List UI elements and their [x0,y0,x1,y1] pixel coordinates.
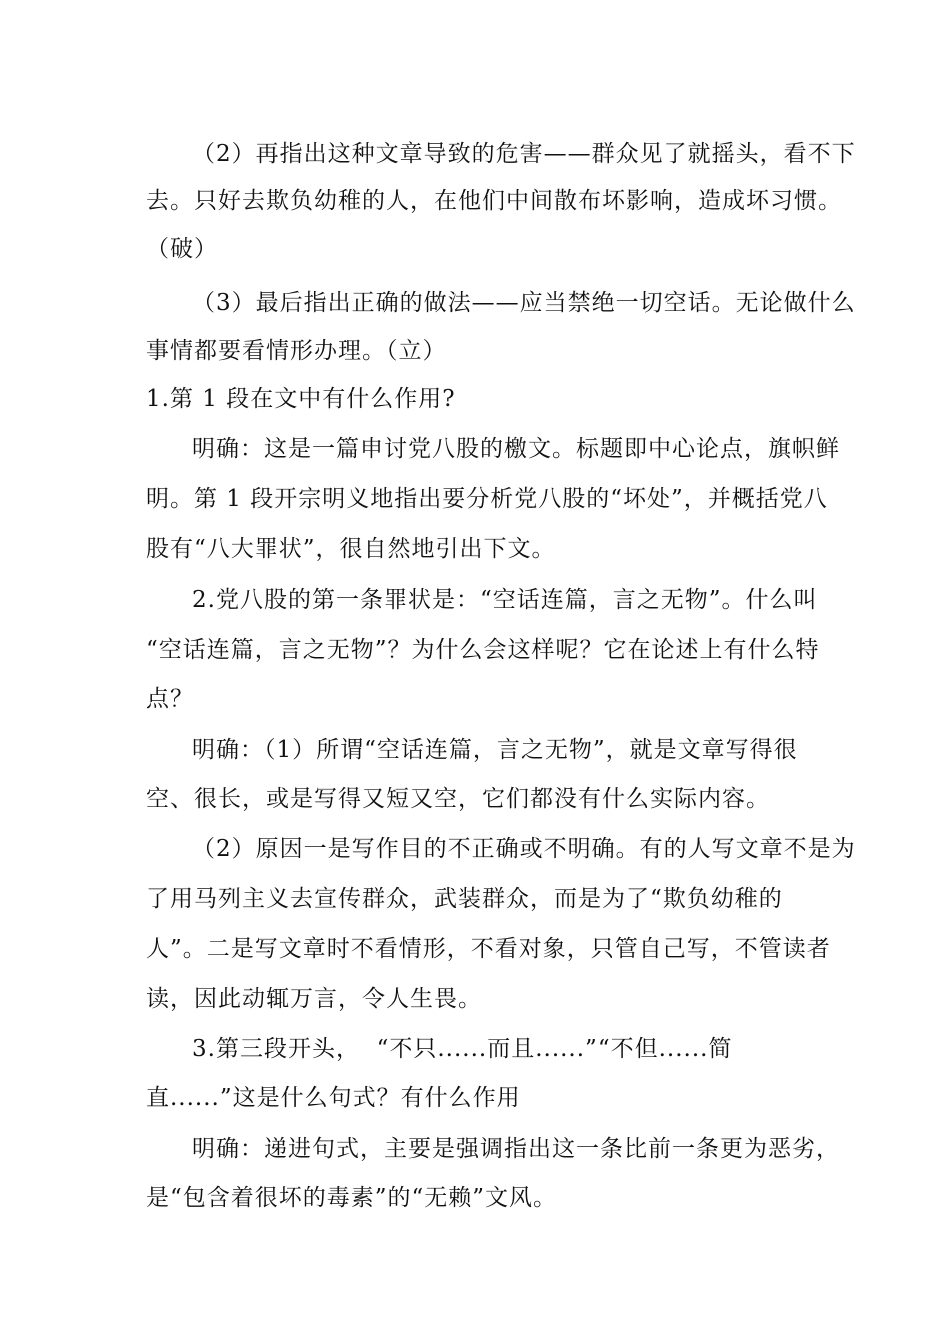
text-line: 去。只好去欺负幼稚的人，在他们中间散布坏影响，造成坏习惯。 [146,188,842,214]
text-line: 股有“八大罪状”，很自然地引出下文。 [146,536,556,562]
text-line: 读，因此动辄万言，令人生畏。 [146,986,482,1012]
text-line: 空、很长，或是写得又短又空，它们都没有什么实际内容。 [146,786,770,812]
question-line: 3.第三段开头， “不只......而且......”“不但......简 [192,1036,733,1062]
text-line: 明。第 1 段开宗明义地指出要分析党八股的“坏处”，并概括党八 [146,486,828,512]
text-line: 明确：（1）所谓“空话连篇，言之无物”，就是文章写得很 [192,737,798,763]
question-line: 2.党八股的第一条罪状是：“空话连篇，言之无物”。什么叫 [192,587,818,613]
text-line: （破） [146,236,218,262]
text-line: （2）再指出这种文章导致的危害——群众见了就摇头，看不下 [192,141,856,167]
text-line: （3）最后指出正确的做法——应当禁绝一切空话。无论做什么 [192,290,856,316]
text-line: 点？ [146,686,194,712]
text-line: 明确：递进句式，主要是强调指出这一条比前一条更为恶劣， [192,1136,840,1162]
text-line: 明确：这是一篇申讨党八股的檄文。标题即中心论点，旗帜鲜 [192,436,840,462]
text-line: 事情都要看情形办理。（立） [146,338,447,364]
text-line: “空话连篇，言之无物”？为什么会这样呢？它在论述上有什么特 [146,637,820,663]
text-line: 是“包含着很坏的毒素”的“无赖”文风。 [146,1185,558,1211]
question-line: 1.第 1 段在文中有什么作用? [146,386,456,412]
text-line: 直......”这是什么句式？有什么作用 [146,1085,521,1111]
text-line: 人”。二是写文章时不看情形，不看对象，只管自己写，不管读者 [146,936,831,962]
text-line: （2）原因一是写作目的不正确或不明确。有的人写文章不是为 [192,836,856,862]
text-line: 了用马列主义去宣传群众，武装群众，而是为了“欺负幼稚的 [146,886,783,912]
